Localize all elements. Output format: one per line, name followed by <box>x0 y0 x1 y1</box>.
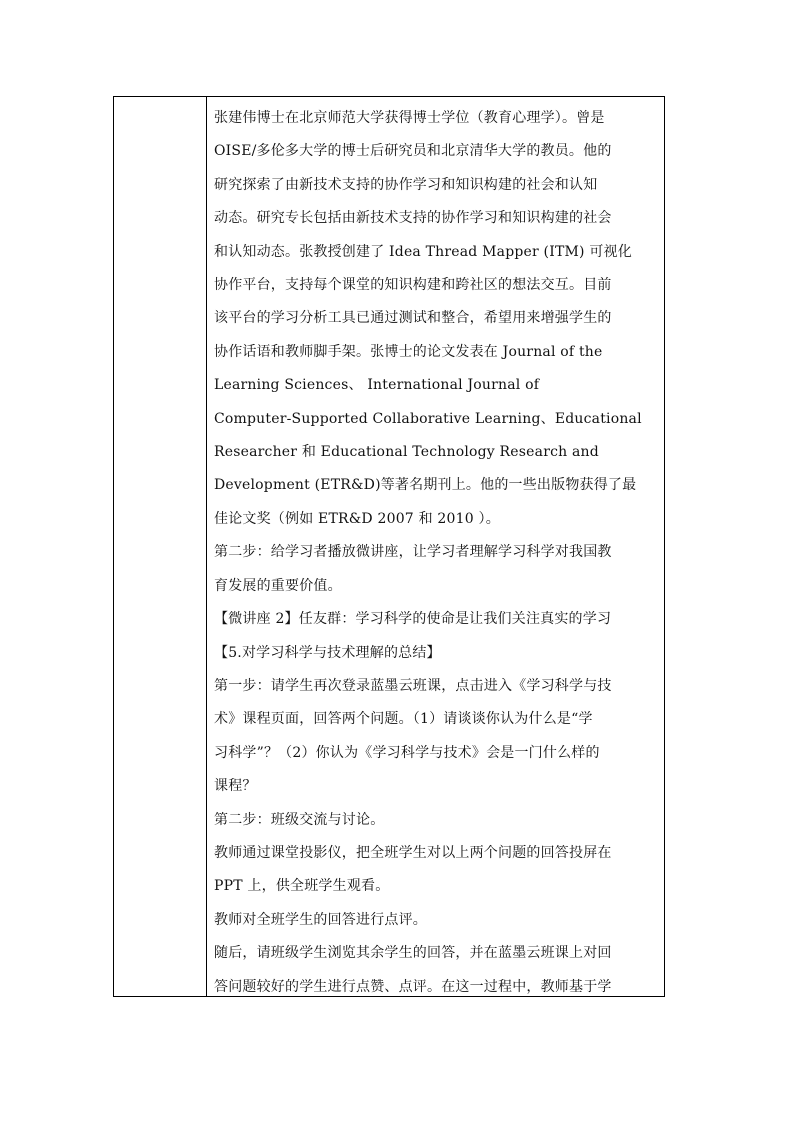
paragraph-section-5-heading: 【5.对学习科学与技术理解的总结】 <box>214 644 441 661</box>
lesson-table <box>113 96 665 997</box>
paragraph-step2-discussion: 第二步：班级交流与讨论。 <box>214 811 385 828</box>
content-cell <box>214 102 660 1004</box>
paragraph-projection: 教师通过课堂投影仪，把全班学生对以上两个问题的回答投屏在 PPT 上，供全班学生观看。 <box>214 844 612 895</box>
paragraph-step2-micro-lecture: 第二步：给学习者播放微讲座，让学习者理解学习科学对我国教 育发展的重要价值。 <box>214 544 612 594</box>
paragraph-bio: 张建伟博士在北京师范大学获得博士学位（教育心理学）。曾是 OISE/多伦多大学的博士后研究员和北京清华大学的教员。他的 研究探索了由新技术支持的协作学习和知识构建的社会和认知 动态。研究专长包括由新技术支持的协作学习和知识构建的社会 和认知动态。张教授创建了 Idea Thread Mapper (ITM) 可视化 协作平台，支持每个课堂的知识构建和跨社区的想法交互。目前 该平台的学习分析工具已通过测试和整合，希望用来增强学生的 协作话语和教师脚手架。张博士的论文发表在 Journal of the Learning Sciences、 International Journal of Computer-Supported Collaborative Learning、Educational Researcher 和 Educational Technology Research and Development (ETR&D)等著名期刊上。他的一些出版物获得了最 佳论文奖（例如 ETR&D 2007 和 2010 ）。 <box>214 110 642 527</box>
column-divider <box>206 97 207 996</box>
paragraph-peer-review: 随后，请班级学生浏览其余学生的回答，并在蓝墨云班课上对回 答问题较好的学生进行点赞、点评。在这一过程中，教师基于学 <box>214 945 612 995</box>
paragraph-teacher-comment: 教师对全班学生的回答进行点评。 <box>214 911 427 928</box>
paragraph-micro-lecture-2: 【微讲座 2】任友群：学习科学的使命是让我们关注真实的学习 <box>214 611 612 628</box>
paragraph-step1-login: 第一步：请学生再次登录蓝墨云班课，点击进入《学习科学与技 术》课程页面，回答两个问题。（1）请谈谈你认为什么是“学 习科学”？（2）你认为《学习科学与技术》会是一门什么样的 课程？ <box>214 677 612 795</box>
